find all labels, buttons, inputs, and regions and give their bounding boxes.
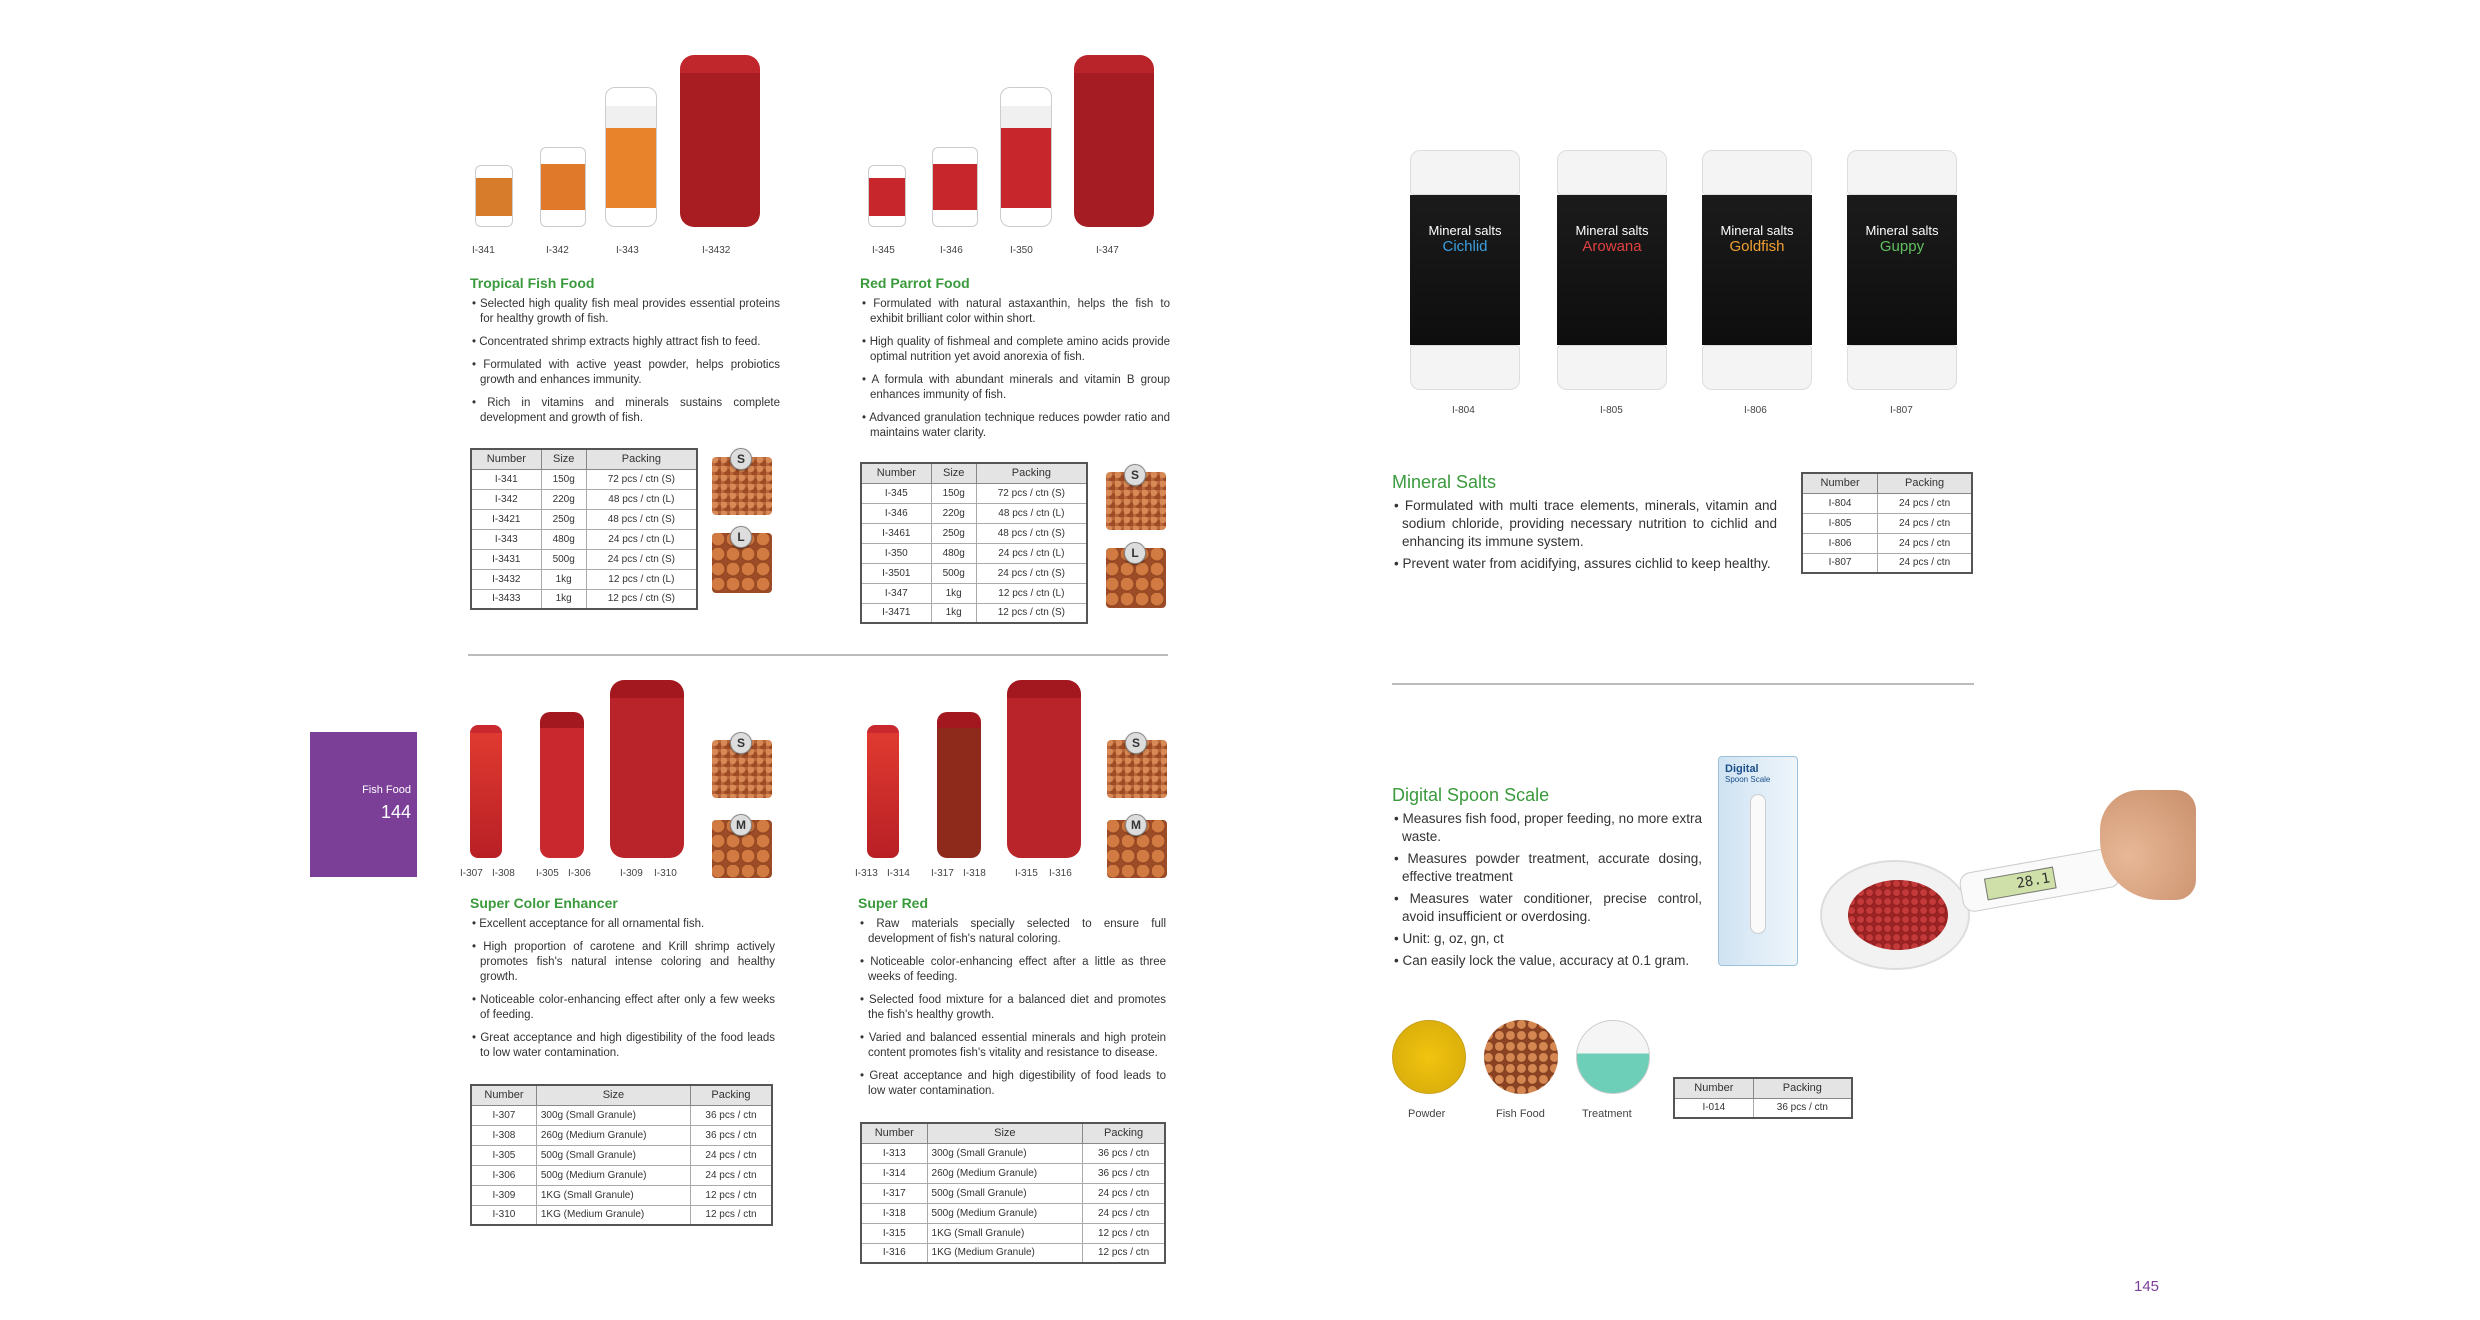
cell: I-306	[471, 1165, 536, 1185]
mineral-section	[1392, 472, 1777, 577]
tropical-section	[470, 275, 780, 434]
cell: 24 pcs / ctn	[1878, 513, 1972, 533]
cell: 24 pcs / ctn	[1878, 533, 1972, 553]
product-code: I-342	[546, 245, 569, 256]
product-bottle	[605, 87, 657, 227]
col-header: Number	[471, 449, 541, 469]
mineral-jar	[1557, 150, 1667, 395]
col-header: Number	[861, 1123, 927, 1143]
granule-badge: L	[730, 526, 752, 548]
cell: I-313	[861, 1143, 927, 1163]
cell: 24 pcs / ctn	[1083, 1183, 1165, 1203]
table-row	[471, 489, 697, 509]
cell: 24 pcs / ctn (S)	[586, 549, 697, 569]
col-header: Number	[471, 1085, 536, 1105]
cell: I-3461	[861, 523, 931, 543]
cell: 48 pcs / ctn (S)	[976, 523, 1087, 543]
cell: 48 pcs / ctn (L)	[976, 503, 1087, 523]
table-row	[1802, 493, 1972, 513]
table-row	[861, 1183, 1165, 1203]
feature-list	[470, 297, 780, 426]
superred-products	[855, 680, 1175, 885]
mineral-jar	[1702, 150, 1812, 395]
section-title: Mineral Salts	[1392, 472, 1497, 492]
cell: I-805	[1802, 513, 1878, 533]
feature-list	[1392, 497, 1777, 573]
cell: 500g	[931, 563, 976, 583]
jar-label-line1: Mineral salts	[1575, 223, 1649, 238]
table-row	[471, 1185, 772, 1205]
cell: 36 pcs / ctn	[690, 1125, 772, 1145]
cell: 1kg	[541, 569, 586, 589]
product-bottle	[1007, 680, 1081, 858]
feature-item: • Can easily lock the value, accuracy at 0.1 gram.	[1392, 952, 1702, 970]
product-jar	[540, 147, 586, 227]
jar-label-line2: Cichlid	[1442, 238, 1488, 255]
cell: 500g	[541, 549, 586, 569]
cell: 12 pcs / ctn (S)	[586, 589, 697, 609]
feature-item: • High quality of fishmeal and complete amino acids provide optimal nutrition yet avoid anorexia of fish.	[860, 335, 1170, 365]
feature-item: • Varied and balanced essential minerals and high protein content promotes fish's vitality and resistance to disease.	[858, 1031, 1166, 1061]
col-header: Packing	[1083, 1123, 1165, 1143]
cell: I-350	[861, 543, 931, 563]
product-code: I-807	[1890, 405, 1913, 416]
col-header: Size	[536, 1085, 690, 1105]
cell: 500g (Small Granule)	[536, 1145, 690, 1165]
package-subtitle: Spoon Scale	[1725, 775, 1771, 784]
feature-item: • Formulated with active yeast powder, helps probiotics growth and enhances immunity.	[470, 358, 780, 388]
cell: 1KG (Small Granule)	[536, 1185, 690, 1205]
cell: 250g	[931, 523, 976, 543]
product-code: I-308	[492, 868, 515, 879]
feature-item: • Advanced granulation technique reduces powder ratio and maintains water clarity.	[860, 411, 1170, 441]
cell: 500g (Medium Granule)	[536, 1165, 690, 1185]
product-code: I-318	[963, 868, 986, 879]
feature-item: • A formula with abundant minerals and vitamin B group enhances immunity of fish.	[860, 373, 1170, 403]
section-divider	[1392, 683, 1974, 685]
jar-label-line2: Arowana	[1582, 238, 1642, 255]
product-code: I-307	[460, 868, 483, 879]
spoon-food	[1848, 880, 1948, 950]
cell: 500g (Small Granule)	[927, 1183, 1083, 1203]
feature-item: • Noticeable color-enhancing effect after a little as three weeks of feeding.	[858, 955, 1166, 985]
tropical-products	[470, 55, 770, 256]
product-code: I-343	[616, 245, 639, 256]
cell: 24 pcs / ctn	[690, 1145, 772, 1165]
product-code: I-350	[1010, 245, 1033, 256]
granule-badge: M	[730, 814, 752, 836]
cell: 24 pcs / ctn (L)	[976, 543, 1087, 563]
scale-display: 28.1	[1984, 867, 2057, 901]
col-header: Number	[861, 463, 931, 483]
table-row	[861, 1203, 1165, 1223]
cell: 480g	[541, 529, 586, 549]
treatment-image	[1576, 1020, 1650, 1094]
feature-list	[1392, 810, 1702, 970]
cell: I-316	[861, 1243, 927, 1263]
cell: I-347	[861, 583, 931, 603]
cell: 150g	[541, 469, 586, 489]
parrot-section	[860, 275, 1170, 449]
cell: I-3433	[471, 589, 541, 609]
product-code: I-806	[1744, 405, 1767, 416]
product-bottle	[610, 680, 684, 858]
chapter-page-number: 144	[380, 802, 411, 822]
package-brand: Digital	[1725, 763, 1759, 775]
cell: I-315	[861, 1223, 927, 1243]
circle-caption: Powder	[1408, 1108, 1446, 1120]
table-row	[861, 483, 1087, 503]
cell: I-804	[1802, 493, 1878, 513]
cell: I-3471	[861, 603, 931, 623]
cell: I-806	[1802, 533, 1878, 553]
cell: 24 pcs / ctn	[1083, 1203, 1165, 1223]
cell: 12 pcs / ctn	[1083, 1223, 1165, 1243]
cell: 12 pcs / ctn	[1083, 1243, 1165, 1263]
page-number: 145	[2134, 1278, 2160, 1295]
col-header: Packing	[976, 463, 1087, 483]
circle-caption: Treatment	[1582, 1108, 1632, 1120]
cell: I-342	[471, 489, 541, 509]
cell: I-309	[471, 1185, 536, 1205]
table-row	[861, 563, 1087, 583]
feature-item: • Selected food mixture for a balanced diet and promotes the fish's healthy growth.	[858, 993, 1166, 1023]
table-row	[1674, 1098, 1852, 1118]
feature-item: • Measures fish food, proper feeding, no more extra waste.	[1392, 810, 1702, 846]
product-code: I-341	[472, 245, 495, 256]
cell: 36 pcs / ctn	[1083, 1143, 1165, 1163]
table-row	[861, 503, 1087, 523]
section-divider	[468, 654, 1168, 656]
cell: I-307	[471, 1105, 536, 1125]
feature-list	[860, 297, 1170, 441]
product-code: I-346	[940, 245, 963, 256]
cell: 24 pcs / ctn	[690, 1165, 772, 1185]
feature-item: • Great acceptance and high digestibility of food leads to low water contamination.	[858, 1069, 1166, 1099]
product-bottle	[680, 55, 760, 227]
product-code: I-310	[654, 868, 677, 879]
spoon-handle	[1958, 846, 2123, 913]
cell: I-317	[861, 1183, 927, 1203]
product-code: I-317	[931, 868, 954, 879]
jar-label-line1: Mineral salts	[1865, 223, 1939, 238]
product-bottle	[937, 712, 981, 858]
table-row	[471, 1105, 772, 1125]
product-bottle	[540, 712, 584, 858]
scale-package	[1718, 756, 1798, 966]
feature-item: • Prevent water from acidifying, assures cichlid to keep healthy.	[1392, 555, 1777, 573]
product-code: I-3432	[702, 245, 731, 256]
cell: 220g	[931, 503, 976, 523]
chapter-label: Fish Food	[362, 784, 411, 796]
product-code: I-314	[887, 868, 910, 879]
cell: 300g (Small Granule)	[927, 1143, 1083, 1163]
cell: 300g (Small Granule)	[536, 1105, 690, 1125]
cell: 1kg	[931, 583, 976, 603]
table-row	[471, 1125, 772, 1145]
cell: 36 pcs / ctn	[1753, 1098, 1852, 1118]
feature-item: • Concentrated shrimp extracts highly attract fish to feed.	[470, 335, 780, 350]
parrot-products	[860, 55, 1160, 256]
scale-section	[1392, 785, 1702, 974]
cell: 12 pcs / ctn (L)	[586, 569, 697, 589]
col-header: Packing	[1878, 473, 1972, 493]
cell: 48 pcs / ctn (L)	[586, 489, 697, 509]
color-spec-table	[470, 1084, 773, 1226]
cell: I-314	[861, 1163, 927, 1183]
product-code: I-804	[1452, 405, 1475, 416]
cell: 36 pcs / ctn	[1083, 1163, 1165, 1183]
cell: I-3501	[861, 563, 931, 583]
jar-label-line1: Mineral salts	[1720, 223, 1794, 238]
product-can	[867, 725, 899, 858]
tropical-spec-table	[470, 448, 698, 610]
feature-item: • Raw materials specially selected to ensure full development of fish's natural coloring.	[858, 917, 1166, 947]
col-header: Size	[541, 449, 586, 469]
product-jar	[868, 165, 906, 227]
feature-item: • Rich in vitamins and minerals sustains complete development and growth of fish.	[470, 396, 780, 426]
cell: 480g	[931, 543, 976, 563]
product-code: I-315	[1015, 868, 1038, 879]
jar-label-line1: Mineral salts	[1428, 223, 1502, 238]
cell: 220g	[541, 489, 586, 509]
table-row	[1802, 533, 1972, 553]
granule-badge: S	[730, 448, 752, 470]
spoon-scale-image	[1810, 780, 2200, 990]
feature-item: • Noticeable color-enhancing effect after only a few weeks of feeding.	[470, 993, 775, 1023]
table-row	[471, 1165, 772, 1185]
powder-image	[1392, 1020, 1466, 1094]
mineral-jar	[1410, 150, 1520, 395]
cell: 36 pcs / ctn	[690, 1105, 772, 1125]
cell: 12 pcs / ctn (L)	[976, 583, 1087, 603]
mineral-spec-table	[1801, 472, 1973, 574]
cell: 72 pcs / ctn (S)	[586, 469, 697, 489]
section-title: Red Parrot Food	[860, 275, 970, 291]
table-row	[471, 589, 697, 609]
col-header: Packing	[586, 449, 697, 469]
color-section	[470, 895, 775, 1069]
feature-item: • Selected high quality fish meal provides essential proteins for healthy growth of fish.	[470, 297, 780, 327]
cell: 48 pcs / ctn (S)	[586, 509, 697, 529]
table-row	[861, 1223, 1165, 1243]
feature-item: • Measures powder treatment, accurate dosing, effective treatment	[1392, 850, 1702, 886]
cell: 12 pcs / ctn (S)	[976, 603, 1087, 623]
cell: 250g	[541, 509, 586, 529]
cell: 1KG (Medium Granule)	[927, 1243, 1083, 1263]
section-title: Digital Spoon Scale	[1392, 785, 1550, 805]
granule-badge: M	[1125, 814, 1147, 836]
feature-item: • Formulated with natural astaxanthin, helps the fish to exhibit brilliant color within short.	[860, 297, 1170, 327]
cell: 24 pcs / ctn (L)	[586, 529, 697, 549]
product-code: I-309	[620, 868, 643, 879]
granule-badge: S	[1125, 732, 1147, 754]
cell: I-310	[471, 1205, 536, 1225]
cell: I-3431	[471, 549, 541, 569]
feature-item: • Unit: g, oz, gn, ct	[1392, 930, 1702, 948]
cell: 24 pcs / ctn (S)	[976, 563, 1087, 583]
table-row	[861, 523, 1087, 543]
jar-label-line2: Guppy	[1879, 238, 1925, 255]
cell: 1KG (Medium Granule)	[536, 1205, 690, 1225]
cell: I-3432	[471, 569, 541, 589]
table-row	[471, 569, 697, 589]
cell: I-308	[471, 1125, 536, 1145]
cell: 260g (Medium Granule)	[927, 1163, 1083, 1183]
product-can	[470, 725, 502, 858]
table-row	[1802, 553, 1972, 573]
table-row	[1802, 513, 1972, 533]
product-jar	[932, 147, 978, 227]
product-code: I-347	[1096, 245, 1119, 256]
product-jar	[475, 165, 513, 227]
cell: 1KG (Small Granule)	[927, 1223, 1083, 1243]
cell: 72 pcs / ctn (S)	[976, 483, 1087, 503]
col-header: Number	[1674, 1078, 1753, 1098]
cell: 24 pcs / ctn	[1878, 493, 1972, 513]
table-row	[861, 543, 1087, 563]
table-row	[861, 1163, 1165, 1183]
product-code: I-313	[855, 868, 878, 879]
table-row	[861, 1143, 1165, 1163]
cell: 1kg	[931, 603, 976, 623]
cell: I-318	[861, 1203, 927, 1223]
section-title: Super Color Enhancer	[470, 895, 618, 911]
cell: 24 pcs / ctn	[1878, 553, 1972, 573]
product-code: I-345	[872, 245, 895, 256]
scale-spec-table	[1673, 1077, 1853, 1119]
chapter-tab	[310, 732, 417, 877]
feature-item: • Excellent acceptance for all ornamental fish.	[470, 917, 775, 932]
cell: I-807	[1802, 553, 1878, 573]
col-header: Number	[1802, 473, 1878, 493]
feature-list	[470, 917, 775, 1061]
product-code: I-316	[1049, 868, 1072, 879]
circle-caption: Fish Food	[1496, 1108, 1545, 1120]
fish-food-image	[1484, 1020, 1558, 1094]
cell: 1kg	[541, 589, 586, 609]
col-header: Size	[927, 1123, 1083, 1143]
mineral-products	[1410, 150, 1980, 420]
feature-item: • Formulated with multi trace elements, minerals, vitamin and sodium chloride, providing necessary nutrition to cichlid and enhancing its immune system.	[1392, 497, 1777, 551]
cell: 150g	[931, 483, 976, 503]
product-bottle	[1000, 87, 1052, 227]
table-row	[861, 583, 1087, 603]
table-row	[471, 509, 697, 529]
feature-item: • Measures water conditioner, precise control, avoid insufficient or overdosing.	[1392, 890, 1702, 926]
granule-badge: S	[1124, 464, 1146, 486]
feature-list	[858, 917, 1166, 1099]
col-header: Size	[931, 463, 976, 483]
cell: I-305	[471, 1145, 536, 1165]
color-products	[460, 680, 780, 885]
parrot-spec-table	[860, 462, 1088, 624]
mineral-jar	[1847, 150, 1957, 395]
granule-badge: L	[1124, 542, 1146, 564]
product-code: I-305	[536, 868, 559, 879]
cell: I-346	[861, 503, 931, 523]
table-row	[861, 1243, 1165, 1263]
superred-section	[858, 895, 1166, 1107]
cell: 260g (Medium Granule)	[536, 1125, 690, 1145]
feature-item: • Great acceptance and high digestibility of the food leads to low water contamination.	[470, 1031, 775, 1061]
jar-label-line2: Goldfish	[1729, 238, 1785, 255]
table-row	[471, 549, 697, 569]
cell: 12 pcs / ctn	[690, 1205, 772, 1225]
table-row	[471, 469, 697, 489]
col-header: Packing	[690, 1085, 772, 1105]
table-row	[471, 529, 697, 549]
product-bottle	[1074, 55, 1154, 227]
section-title: Tropical Fish Food	[470, 275, 595, 291]
usage-circles	[1392, 1020, 1662, 1120]
col-header: Packing	[1753, 1078, 1852, 1098]
product-code: I-306	[568, 868, 591, 879]
cell: I-343	[471, 529, 541, 549]
table-row	[471, 1205, 772, 1225]
cell: I-014	[1674, 1098, 1753, 1118]
feature-item: • High proportion of carotene and Krill shrimp actively promotes fish's natural intense coloring and healthy growth.	[470, 940, 775, 985]
cell: 500g (Medium Granule)	[927, 1203, 1083, 1223]
product-code: I-805	[1600, 405, 1623, 416]
table-row	[471, 1145, 772, 1165]
granule-badge: S	[730, 732, 752, 754]
section-title: Super Red	[858, 895, 929, 911]
cell: I-341	[471, 469, 541, 489]
table-row	[861, 603, 1087, 623]
superred-spec-table	[860, 1122, 1166, 1264]
cell: 12 pcs / ctn	[690, 1185, 772, 1205]
cell: I-345	[861, 483, 931, 503]
cell: I-3421	[471, 509, 541, 529]
